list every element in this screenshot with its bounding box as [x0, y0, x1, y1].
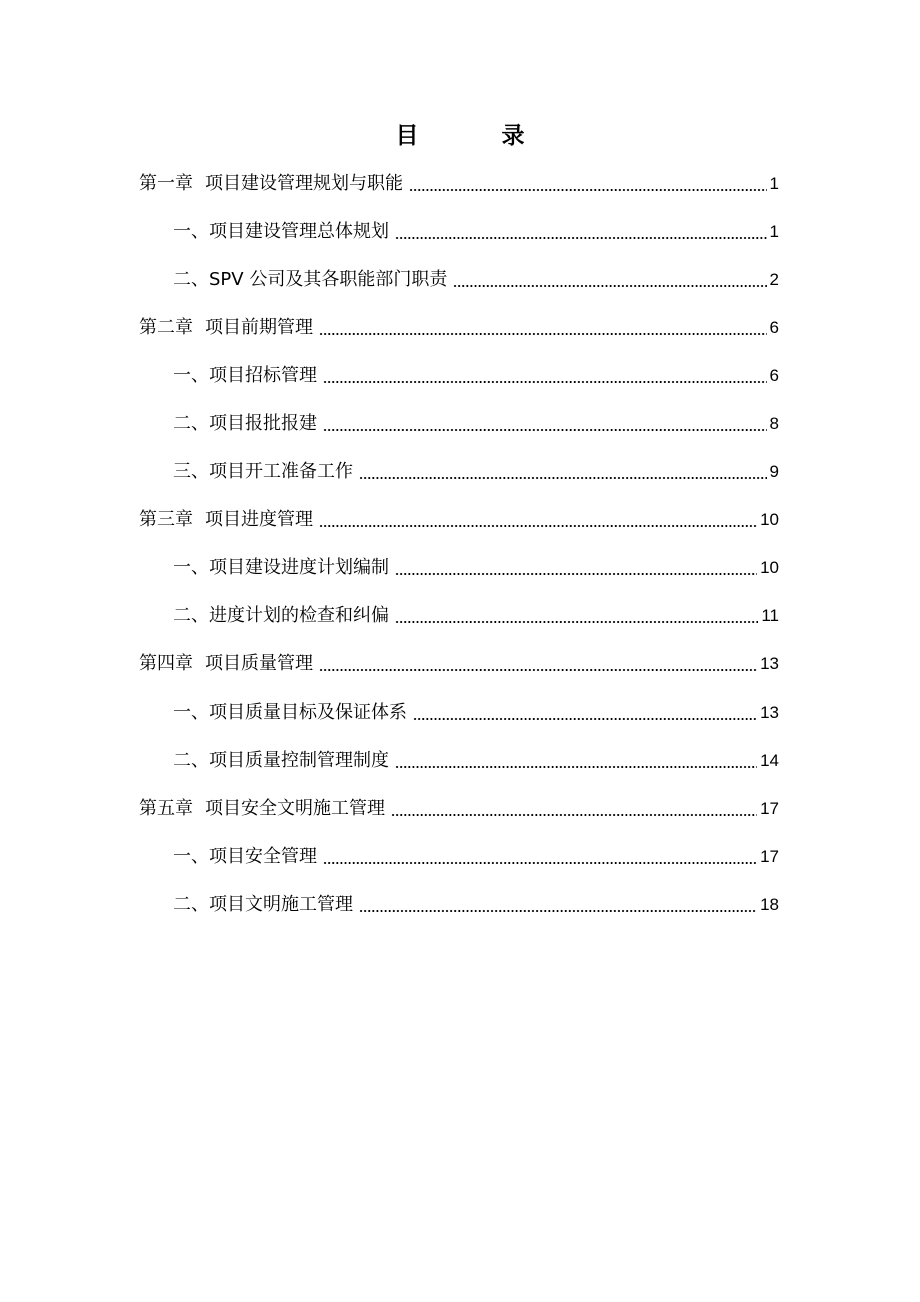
toc-section-entry[interactable]: [173, 697, 779, 729]
toc-entry-text: [173, 264, 447, 296]
toc-section-entry[interactable]: [173, 216, 779, 248]
toc-entry-number: 第五章: [139, 798, 193, 819]
toc-page-number: 10: [760, 558, 779, 577]
toc-dot-leader: [395, 237, 767, 239]
toc-entry-label: 项目前期管理: [205, 317, 313, 338]
toc-entry-text: [173, 697, 407, 729]
toc-page-number: 17: [760, 847, 779, 866]
toc-entry-label: 项目进度管理: [205, 509, 313, 530]
toc-entry-label: 项目质量管理: [205, 653, 313, 674]
toc-entry-text: [173, 552, 389, 584]
toc-entry-number: 一、: [173, 846, 209, 867]
toc-entry-text: [173, 360, 317, 392]
toc-entry-label: 项目质量目标及保证体系: [209, 702, 407, 723]
toc-chapter-entry[interactable]: [139, 793, 779, 825]
toc-page-number: 8: [769, 414, 779, 433]
toc-entry-number: 第一章: [139, 173, 193, 194]
toc-section-entry[interactable]: [173, 745, 779, 777]
toc-entry-number: 二、: [173, 894, 209, 915]
toc-page-number: 14: [760, 751, 779, 770]
toc-chapter-entry[interactable]: [139, 168, 779, 200]
toc-section-entry[interactable]: [173, 841, 779, 873]
toc-section-entry[interactable]: [173, 456, 779, 488]
toc-page-number: 6: [769, 366, 779, 385]
toc-dot-leader: [323, 862, 757, 864]
toc-entry-text: [173, 408, 317, 440]
toc-page-number: 1: [769, 222, 779, 241]
toc-section-entry[interactable]: [173, 552, 779, 584]
toc-entry-number: 一、: [173, 365, 209, 386]
toc-dot-leader: [409, 189, 767, 191]
toc-page-number: 18: [760, 895, 779, 914]
toc-entry-label: 项目安全管理: [209, 846, 317, 867]
toc-entry-number: 二、: [173, 269, 209, 290]
toc-dot-leader: [359, 910, 757, 912]
toc-entry-number: 二、: [173, 750, 209, 771]
toc-entry-text: [173, 600, 389, 632]
toc-entry-text: [173, 745, 389, 777]
toc-dot-leader: [395, 621, 758, 623]
toc-dot-leader: [323, 429, 767, 431]
toc-dot-leader: [453, 285, 766, 287]
toc-entry-label: 项目建设进度计划编制: [209, 557, 389, 578]
toc-section-entry[interactable]: [173, 264, 779, 296]
toc-page-number: 9: [769, 462, 779, 481]
toc-entry-number: 第二章: [139, 317, 193, 338]
toc-entry-label: 项目建设管理总体规划: [209, 221, 389, 242]
toc-entry-number: 第四章: [139, 653, 193, 674]
toc-entry-number: 二、: [173, 413, 209, 434]
toc-dot-leader: [319, 333, 767, 335]
toc-page-number: 2: [769, 270, 779, 289]
toc-entry-number: 一、: [173, 557, 209, 578]
toc-chapter-entry[interactable]: [139, 504, 779, 536]
toc-title: 目 录: [395, 123, 555, 149]
toc-entry-text: [173, 456, 353, 488]
toc-page-number: 11: [761, 606, 779, 625]
toc-entry-number: 一、: [173, 702, 209, 723]
toc-entry-number: 第三章: [139, 509, 193, 530]
toc-entry-text: [173, 841, 317, 873]
toc-dot-leader: [323, 381, 767, 383]
toc-entry-number: 二、: [173, 605, 209, 626]
toc-entry-text: [173, 216, 389, 248]
toc-entry-text: [139, 793, 385, 825]
toc-section-entry[interactable]: [173, 600, 779, 632]
toc-entry-number: 一、: [173, 221, 209, 242]
toc-dot-leader: [319, 525, 757, 527]
toc-page-number: 13: [760, 703, 779, 722]
toc-section-entry[interactable]: [173, 408, 779, 440]
toc-dot-leader: [319, 669, 757, 671]
toc-entry-text: [139, 648, 313, 680]
toc-dot-leader: [395, 573, 757, 575]
toc-entry-number: 三、: [173, 461, 209, 482]
toc-entry-label: 项目报批报建: [209, 413, 317, 434]
toc-entry-label: 项目建设管理规划与职能: [205, 173, 403, 194]
toc-page-number: 1: [769, 174, 779, 193]
toc-entry-label: 项目文明施工管理: [209, 894, 353, 915]
toc-dot-leader: [413, 718, 757, 720]
toc-page-number: 17: [760, 799, 779, 818]
toc-page-number: 6: [769, 318, 779, 337]
toc-chapter-entry[interactable]: [139, 648, 779, 680]
toc-entry-text: [139, 504, 313, 536]
toc-dot-leader: [391, 814, 757, 816]
toc-entry-label: 项目质量控制管理制度: [209, 750, 389, 771]
toc-entry-label: 进度计划的检查和纠偏: [209, 605, 389, 626]
toc-page-number: 13: [760, 654, 779, 673]
toc-page-number: 10: [760, 510, 779, 529]
toc-dot-leader: [359, 477, 767, 479]
toc-entry-label: SPV 公司及其各职能部门职责: [209, 269, 448, 290]
toc-dot-leader: [395, 766, 757, 768]
toc-entry-label: 项目安全文明施工管理: [205, 798, 385, 819]
toc-entry-text: [139, 168, 403, 200]
toc-chapter-entry[interactable]: [139, 312, 779, 344]
toc-section-entry[interactable]: [173, 360, 779, 392]
toc-entry-text: [139, 312, 313, 344]
toc-entry-text: [173, 889, 353, 921]
toc-entry-label: 项目招标管理: [209, 365, 317, 386]
toc-section-entry[interactable]: [173, 889, 779, 921]
toc-entry-label: 项目开工准备工作: [209, 461, 353, 482]
